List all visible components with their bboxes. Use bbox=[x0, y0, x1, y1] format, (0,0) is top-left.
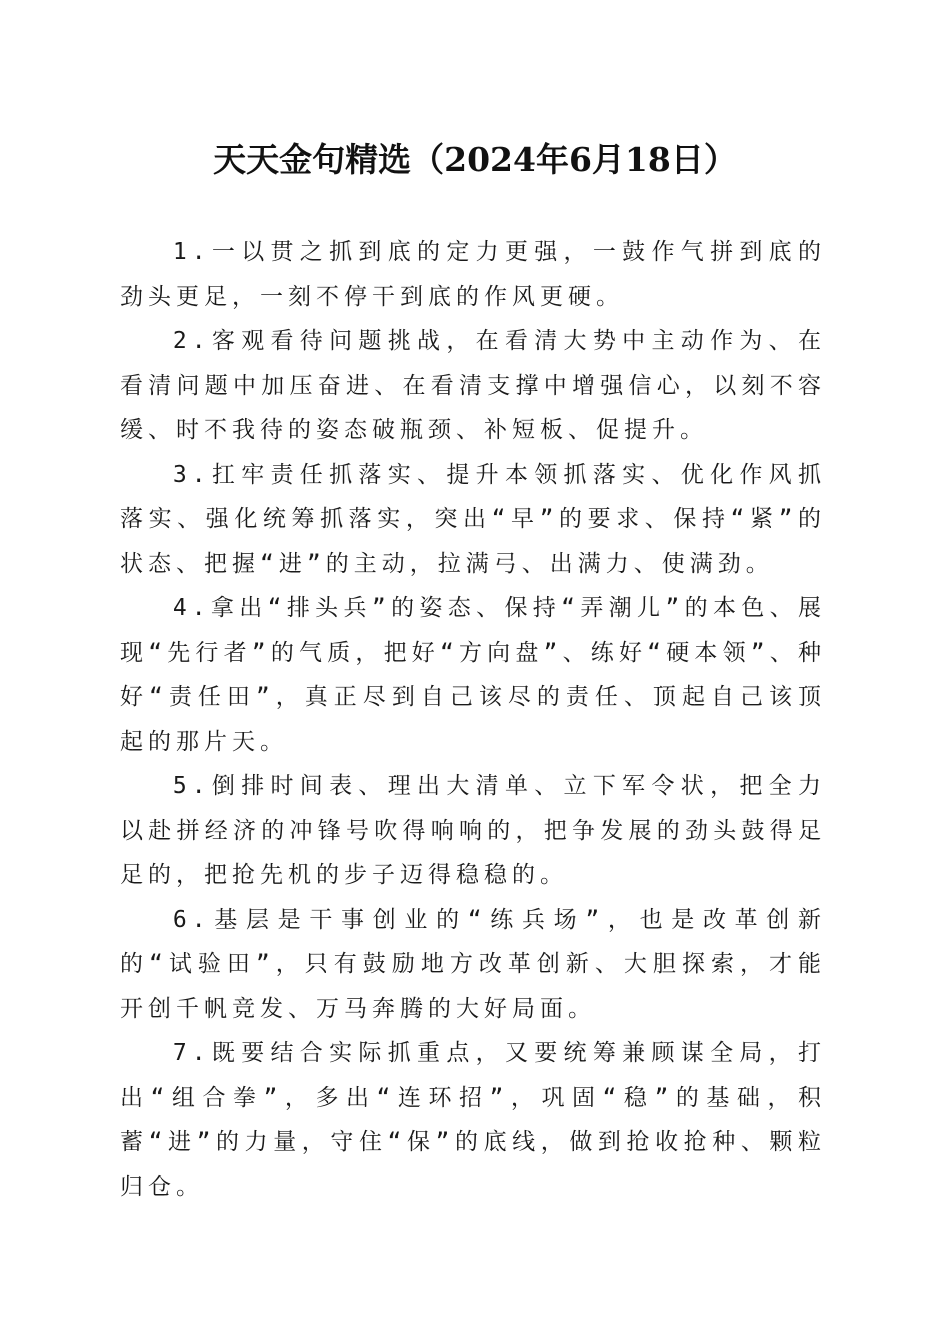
paragraph-7: 7.既要结合实际抓重点，又要统筹兼顾谋全局，打出“组合拳”，多出“连环招”，巩固“稳”的基础，积蓄“进”的力量，守住“保”的底线，做到抢收抢种、颗粒归仓。 bbox=[120, 1040, 826, 1200]
page-title: 天天金句精选（2024年6月18日） bbox=[213, 140, 737, 179]
paragraph-6: 6.基层是干事创业的“练兵场”，也是改革创新的“试验田”，只有鼓励地方改革创新、大胆探索，才能开创千帆竞发、万马奔腾的大好局面。 bbox=[120, 906, 826, 1022]
paragraph-4: 4.拿出“排头兵”的姿态、保持“弄潮儿”的本色、展现“先行者”的气质，把好“方向盘”、练好“硬本领”、种好“责任田”，真正尽到自己该尽的责任、顶起自己该顶起的那片天。 bbox=[120, 595, 826, 755]
paragraph-2: 2.客观看待问题挑战，在看清大势中主动作为、在看清问题中加压奋进、在看清支撑中增强信心，以刻不容缓、时不我待的姿态破瓶颈、补短板、促提升。 bbox=[120, 328, 826, 443]
document-body bbox=[120, 230, 826, 1209]
paragraph-1: 1.一以贯之抓到底的定力更强，一鼓作气拼到底的劲头更足，一刻不停干到底的作风更硬。 bbox=[120, 239, 826, 310]
paragraph-3: 3.扛牢责任抓落实、提升本领抓落实、优化作风抓落实、强化统筹抓落实，突出“早”的要求、保持“紧”的状态、把握“进”的主动，拉满弓、出满力、使满劲。 bbox=[120, 461, 826, 577]
paragraph-5: 5.倒排时间表、理出大清单、立下军令状，把全力以赴拼经济的冲锋号吹得响响的，把争发展的劲头鼓得足足的，把抢先机的步子迈得稳稳的。 bbox=[120, 773, 826, 888]
